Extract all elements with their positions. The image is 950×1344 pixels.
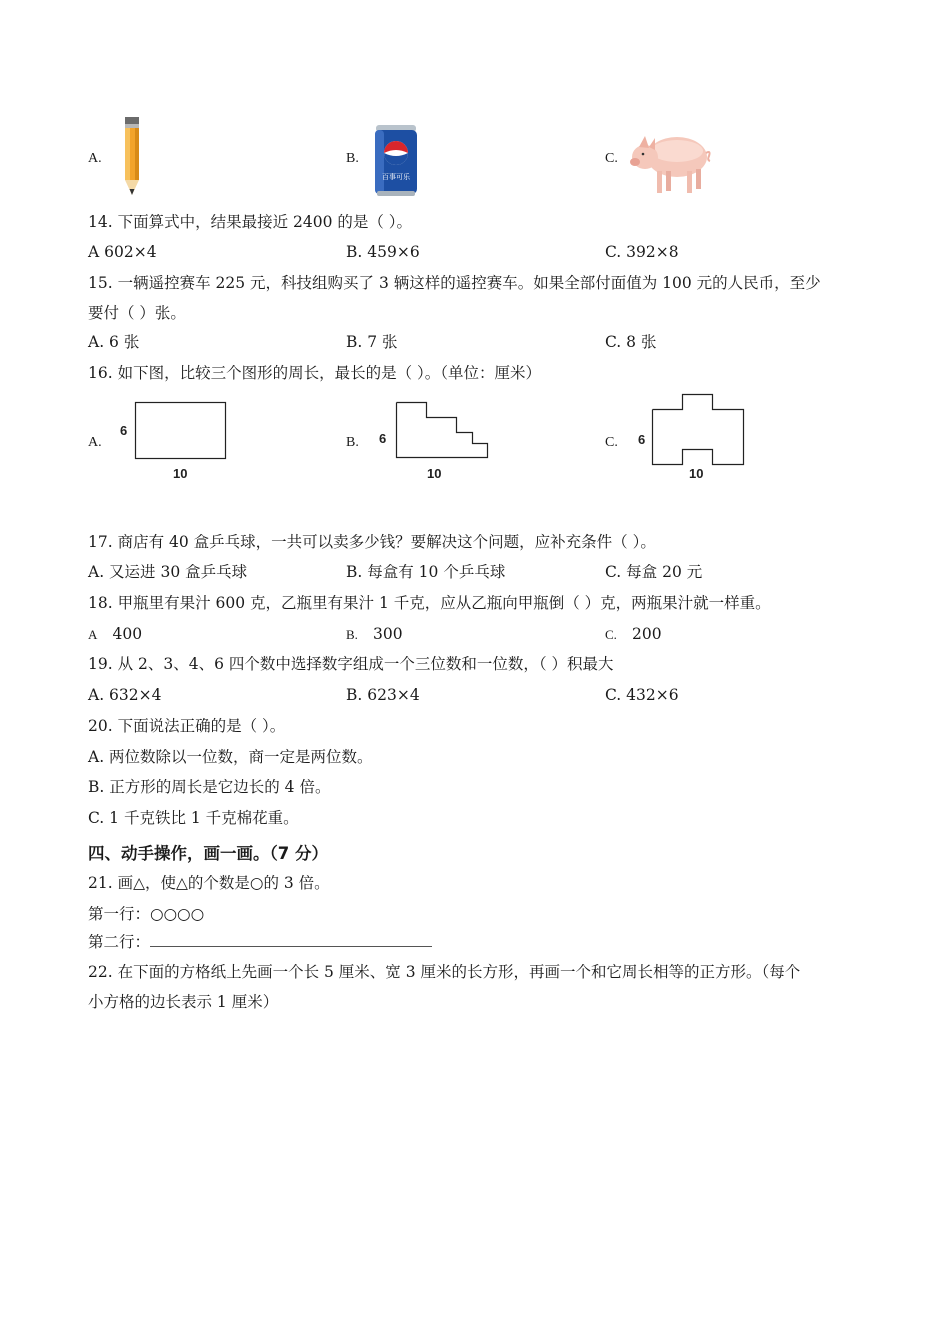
pencil-icon [121,117,143,197]
q19-option-a: A. 632×4 [88,686,162,704]
q16-figure-c [630,390,755,486]
q20-option-b: B. 正方形的周长是它边长的 4 倍。 [88,778,331,796]
q16-figure-a [112,396,237,486]
staircase-shape [397,403,488,458]
q21-row1: 第一行：○○○○ [88,905,205,923]
q18-option-a-label: A [88,627,98,642]
cross-shape [653,395,744,465]
q18-option-c-value: 200 [632,625,662,643]
cola-can-icon [373,123,419,198]
figure-a-height-label: 6 [120,423,128,438]
q18-option-b [346,624,403,644]
q21-row2-label: 第二行： [88,933,151,951]
q13-option-c-label: C. [605,151,618,166]
q21-row2 [88,932,432,952]
figure-a-width-label: 10 [173,466,188,481]
q20-option-a: A. 两位数除以一位数，商一定是两位数。 [88,748,373,766]
figure-b-height-label: 6 [379,431,387,446]
q18-option-c-label: C. [605,627,617,642]
q14-question: 14. 下面算式中，结果最接近 2400 的是（ ）。 [88,213,413,231]
q14-option-b: B. 459×6 [346,243,420,261]
section-4-heading: 四、动手操作，画一画。（7 分） [88,844,328,863]
q13-option-a-label: A. [88,151,102,166]
q16-option-c-label: C. [605,435,618,450]
figure-c-width-label: 10 [689,466,704,481]
q18-option-a [88,624,142,644]
q16-question: 16. 如下图，比较三个图形的周长，最长的是（ ）。（单位：厘米） [88,364,542,382]
q18-option-b-value: 300 [373,625,403,643]
q15-option-b: B. 7 张 [346,333,398,351]
figure-b-width-label: 10 [427,466,442,481]
q13-option-b-label: B. [346,151,359,166]
q14-option-c: C. 392×8 [605,243,679,261]
q15-option-a: A. 6 张 [88,333,140,351]
q21-question: 21. 画△，使△的个数是○的 3 倍。 [88,874,330,892]
q22-question-line2: 小方格的边长表示 1 厘米） [88,993,279,1011]
q18-option-b-label: B. [346,627,358,642]
pig-icon [629,127,711,197]
q16-figure-b [372,396,497,486]
q19-option-c: C. 432×6 [605,686,679,704]
q19-option-b: B. 623×4 [346,686,420,704]
q19-question: 19. 从 2、3、4、6 四个数中选择数字组成一个三位数和一位数，（ ）积最大 [88,655,614,673]
q18-option-a-value: 400 [112,625,143,643]
figure-c-height-label: 6 [638,432,646,447]
q20-option-c: C. 1 千克铁比 1 千克棉花重。 [88,809,299,827]
can-brand-text: 百事可乐 [382,173,410,181]
q18-option-c [605,624,662,644]
q17-option-b: B. 每盒有 10 个乒乓球 [346,563,506,581]
q18-question: 18. 甲瓶里有果汁 600 克，乙瓶里有果汁 1 千克，应从乙瓶向甲瓶倒（ ）克，两瓶果汁就一样重。 [88,594,771,612]
q22-question-line1: 22. 在下面的方格纸上先画一个长 5 厘米、宽 3 厘米的长方形，再画一个和它周长相等的正方形。（每个 [88,963,801,981]
q15-question-line2: 要付（ ）张。 [88,304,186,322]
q15-question-line1: 15. 一辆遥控赛车 225 元，科技组购买了 3 辆这样的遥控赛车。如果全部付面值为 100 元的人民币，至少 [88,274,821,292]
q17-option-a: A. 又运进 30 盒乒乓球 [88,563,248,581]
answer-blank-line[interactable] [150,932,432,947]
q16-option-a-label: A. [88,435,102,450]
q20-question: 20. 下面说法正确的是（ ）。 [88,717,286,735]
q17-question: 17. 商店有 40 盒乒乓球，一共可以卖多少钱？要解决这个问题，应补充条件（ ）。 [88,533,656,551]
q17-option-c: C. 每盒 20 元 [605,563,703,581]
q14-option-a: A 602×4 [88,243,157,261]
rectangle-shape [136,403,226,459]
q16-option-b-label: B. [346,435,359,450]
q15-option-c: C. 8 张 [605,333,657,351]
